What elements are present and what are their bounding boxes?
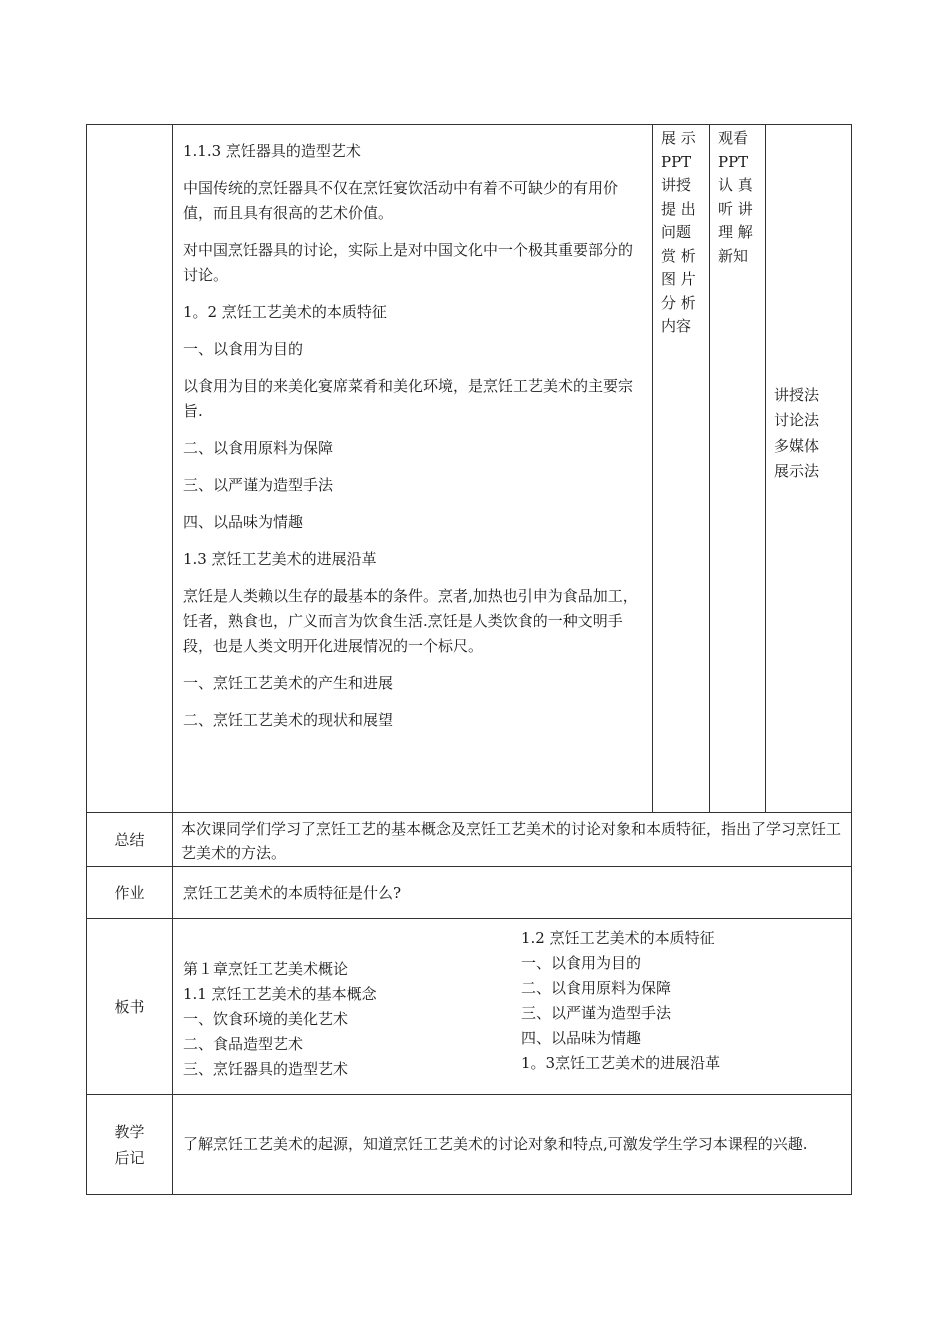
reflection-label-line: 后记 [114, 1148, 145, 1167]
method-item: 讨论法 [774, 411, 820, 429]
board-line: 二、食品造型艺术 [183, 1034, 304, 1053]
reflection-text: 了解烹饪工艺美术的起源，知道烹饪工艺美术的讨论对象和特点,可激发学生学习本课程的兴趣. [173, 1095, 852, 1195]
summary-label: 总结 [87, 813, 173, 867]
content-item: 一、烹饪工艺美术的产生和进展 [183, 674, 394, 692]
teacher-activity-line: 图 片 [661, 270, 696, 288]
student-activity-line: 理 解 [718, 223, 753, 241]
teaching-method-cell [766, 125, 852, 813]
content-paragraph: 中国传统的烹饪器具不仅在烹饪宴饮活动中有着不可缺少的有用价值，而且具有很高的艺术价值。 [183, 179, 619, 222]
homework-row [87, 867, 852, 919]
teacher-activity-line: 讲授 [661, 176, 692, 194]
content-heading-1-1-3: 1.1.3 烹饪器具的造型艺术 [183, 142, 361, 160]
board-line: 二、以食用原料为保障 [521, 978, 672, 997]
content-item: 二、以食用原料为保障 [183, 439, 334, 457]
lesson-plan-table [86, 124, 852, 1195]
content-item: 二、烹饪工艺美术的现状和展望 [183, 711, 394, 729]
student-activity-line: 听 讲 [718, 199, 753, 218]
homework-text: 烹饪工艺美术的本质特征是什么? [173, 867, 852, 919]
main-content-row [87, 125, 852, 813]
student-activity-line: 认 真 [718, 176, 753, 194]
method-item: 展示法 [774, 462, 820, 480]
content-item: 四、以品味为情趣 [183, 513, 304, 531]
board-line: 三、以严谨为造型手法 [521, 1003, 672, 1022]
teacher-activity-line: 内容 [661, 317, 692, 335]
method-item: 多媒体 [774, 436, 820, 455]
teacher-activity-line: PPT [661, 152, 692, 171]
content-paragraph: 对中国烹饪器具的讨论，实际上是对中国文化中一个极其重要部分的讨论。 [183, 241, 634, 284]
content-heading-1-3: 1.3 烹饪工艺美术的进展沿革 [183, 550, 377, 568]
reflection-label [87, 1095, 173, 1195]
content-cell [173, 125, 653, 813]
student-activity-line: 新知 [718, 246, 749, 265]
board-line: 1.2 烹饪工艺美术的本质特征 [521, 928, 715, 947]
reflection-row [87, 1095, 852, 1195]
content-item: 三、以严谨为造型手法 [183, 476, 334, 494]
teacher-activity-line: 问题 [661, 223, 692, 241]
student-activity-line: PPT [718, 152, 749, 171]
board-cell [173, 919, 852, 1095]
board-line: 1.1 烹饪工艺美术的基本概念 [183, 984, 377, 1003]
board-line: 四、以品味为情趣 [521, 1028, 642, 1047]
content-paragraph: 以食用为目的来美化宴席菜肴和美化环境，是烹饪工艺美术的主要宗旨. [183, 377, 634, 420]
homework-label: 作业 [87, 867, 173, 919]
summary-row [87, 813, 852, 867]
teacher-activity-line: 提 出 [661, 199, 696, 218]
main-label-cell [87, 125, 173, 813]
board-line: 第１章烹饪工艺美术概论 [183, 959, 349, 978]
board-line: 一、饮食环境的美化艺术 [183, 1009, 349, 1028]
board-left-column [183, 932, 521, 1082]
board-line: 一、以食用为目的 [521, 953, 642, 972]
teacher-activity-line: 展 示 [661, 129, 696, 147]
content-item: 一、以食用为目的 [183, 340, 304, 358]
teacher-activity-line: 赏 析 [661, 246, 696, 265]
board-label: 板书 [87, 919, 173, 1095]
board-right-column [521, 926, 720, 1082]
student-activity-line: 观看 [718, 129, 749, 147]
board-line: 三、烹饪器具的造型艺术 [183, 1059, 349, 1078]
board-row [87, 919, 852, 1095]
content-paragraph: 烹饪是人类赖以生存的最基本的条件。烹者,加热也引申为食品加工，饪者，熟食也，广义而言为饮食生活.烹饪是人类饮食的一种文明手段，也是人类文明开化进展情况的一个标尺。 [183, 587, 638, 655]
board-line: 1。3烹饪工艺美术的进展沿革 [521, 1053, 721, 1072]
summary-text: 本次课同学们学习了烹饪工艺的基本概念及烹饪工艺美术的讨论对象和本质特征，指出了学习烹饪工艺美术的方法。 [173, 813, 852, 867]
teacher-activity-line: 分 析 [661, 293, 696, 312]
teacher-activity-cell [653, 125, 710, 813]
content-heading-1-2: 1。2 烹饪工艺美术的本质特征 [183, 303, 387, 321]
reflection-label-line: 教学 [114, 1122, 145, 1141]
method-item: 讲授法 [774, 385, 820, 404]
student-activity-cell [710, 125, 766, 813]
